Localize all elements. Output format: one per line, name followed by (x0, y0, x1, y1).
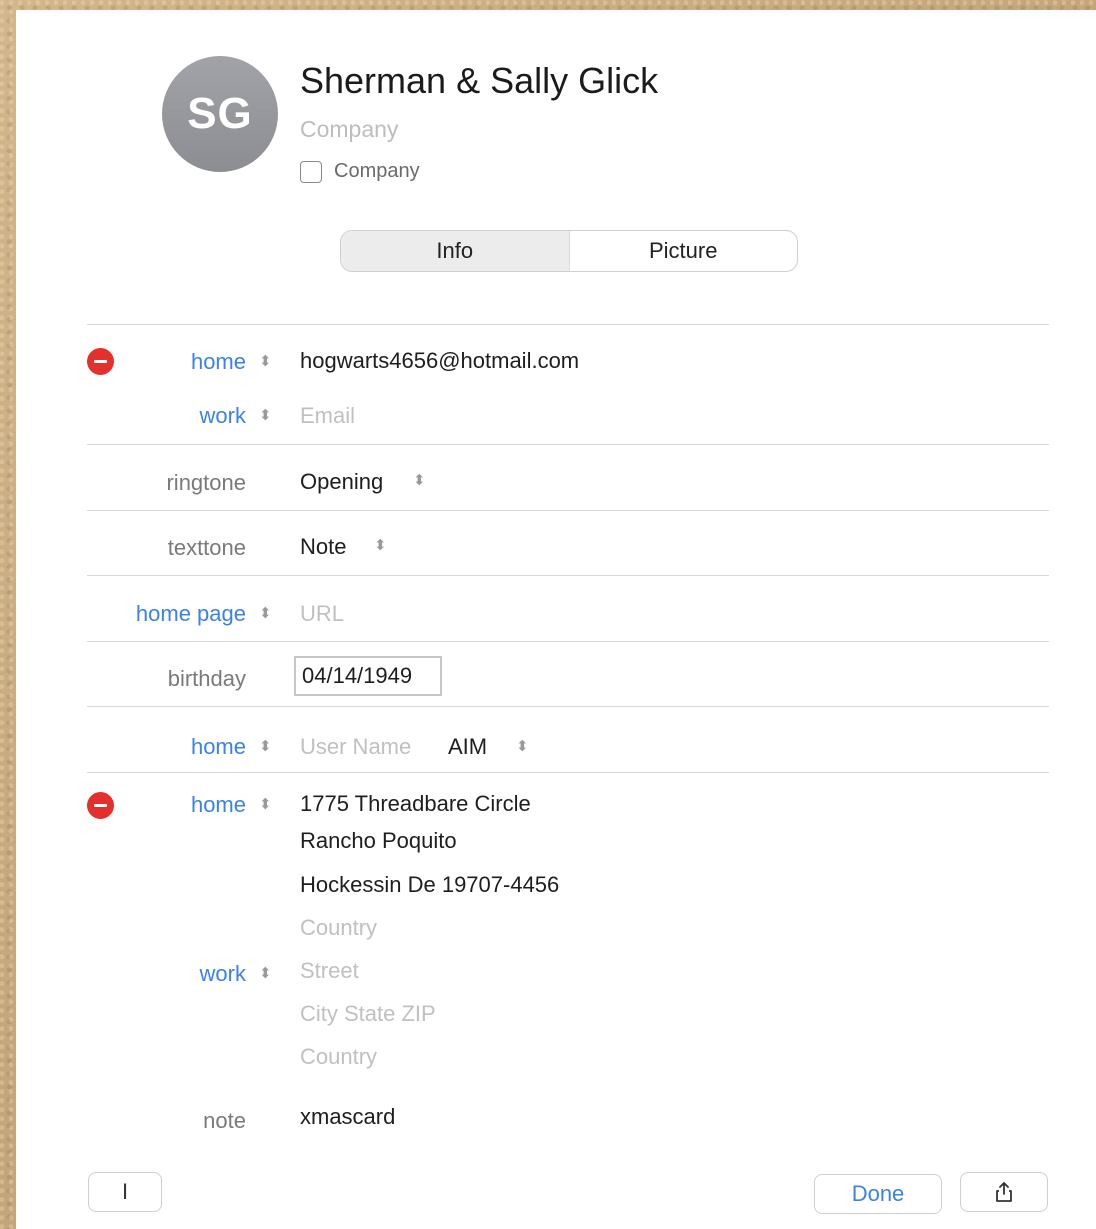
homepage-field[interactable]: URL (300, 601, 345, 626)
address-home-street2[interactable]: Rancho Poquito (300, 828, 457, 853)
ringtone-value[interactable]: Opening (300, 469, 384, 494)
email-work-field[interactable]: Email (300, 403, 356, 428)
company-field[interactable]: Company (300, 116, 399, 142)
address-home-street[interactable]: 1775 Threadbare Circle (300, 791, 531, 816)
divider (87, 641, 1049, 642)
delete-email-icon[interactable] (87, 348, 114, 375)
company-checkbox-label: Company (334, 160, 420, 182)
stepper-icon[interactable]: ⬍ (259, 796, 272, 813)
avatar-initials: SG (187, 89, 253, 138)
divider (87, 510, 1049, 511)
contact-card (16, 10, 1096, 1229)
company-checkbox-row[interactable] (300, 160, 420, 183)
texttone-value[interactable]: Note (300, 534, 347, 559)
stepper-icon[interactable]: ⬍ (413, 472, 426, 489)
im-label[interactable]: home (190, 734, 246, 759)
birthday-field[interactable]: 04/14/1949 (294, 656, 442, 696)
delete-address-icon[interactable] (87, 792, 114, 819)
divider (87, 772, 1049, 773)
done-button[interactable] (814, 1174, 942, 1214)
ringtone-label: ringtone (166, 470, 246, 495)
divider (87, 324, 1049, 325)
done-button-label: Done (851, 1181, 905, 1206)
note-value[interactable]: xmascard (300, 1104, 396, 1129)
stepper-icon[interactable]: ⬍ (259, 407, 272, 424)
stepper-icon[interactable]: ⬍ (259, 738, 272, 755)
email-home-value[interactable]: hogwarts4656@hotmail.com (300, 348, 580, 373)
add-field-button[interactable] (88, 1172, 162, 1212)
email-work-label[interactable]: work (199, 403, 246, 428)
address-work-country[interactable]: Country (300, 1044, 378, 1069)
tab-info[interactable]: Info (341, 231, 569, 271)
address-work-city[interactable]: City State ZIP (300, 1001, 436, 1026)
stepper-icon[interactable]: ⬍ (259, 353, 272, 370)
share-icon (993, 1181, 1015, 1203)
divider (87, 444, 1049, 445)
contact-name[interactable]: Sherman & Sally Glick (300, 60, 659, 101)
company-checkbox[interactable] (300, 161, 322, 183)
address-home-city[interactable]: Hockessin De 19707-4456 (300, 872, 560, 897)
stepper-icon[interactable]: ⬍ (259, 965, 272, 982)
tab-picture[interactable]: Picture (569, 231, 798, 271)
im-service[interactable]: AIM (448, 734, 488, 759)
stepper-icon[interactable]: ⬍ (374, 537, 387, 554)
tab-bar (340, 230, 798, 272)
homepage-label[interactable]: home page (135, 601, 246, 626)
email-home-label[interactable]: home (190, 349, 246, 374)
stepper-icon[interactable]: ⬍ (516, 738, 529, 755)
address-work-label[interactable]: work (199, 961, 246, 986)
avatar[interactable] (162, 56, 278, 172)
divider (87, 706, 1049, 707)
birthday-label: birthday (167, 666, 246, 691)
address-home-label[interactable]: home (190, 792, 246, 817)
share-button[interactable] (960, 1172, 1048, 1212)
add-field-button-label: I (121, 1179, 129, 1204)
note-label: note (203, 1108, 246, 1133)
texttone-label: texttone (167, 535, 246, 560)
im-username-field[interactable]: User Name (300, 734, 412, 759)
address-home-country[interactable]: Country (300, 915, 378, 940)
address-work-street[interactable]: Street (300, 958, 359, 983)
stepper-icon[interactable]: ⬍ (259, 605, 272, 622)
divider (87, 575, 1049, 576)
